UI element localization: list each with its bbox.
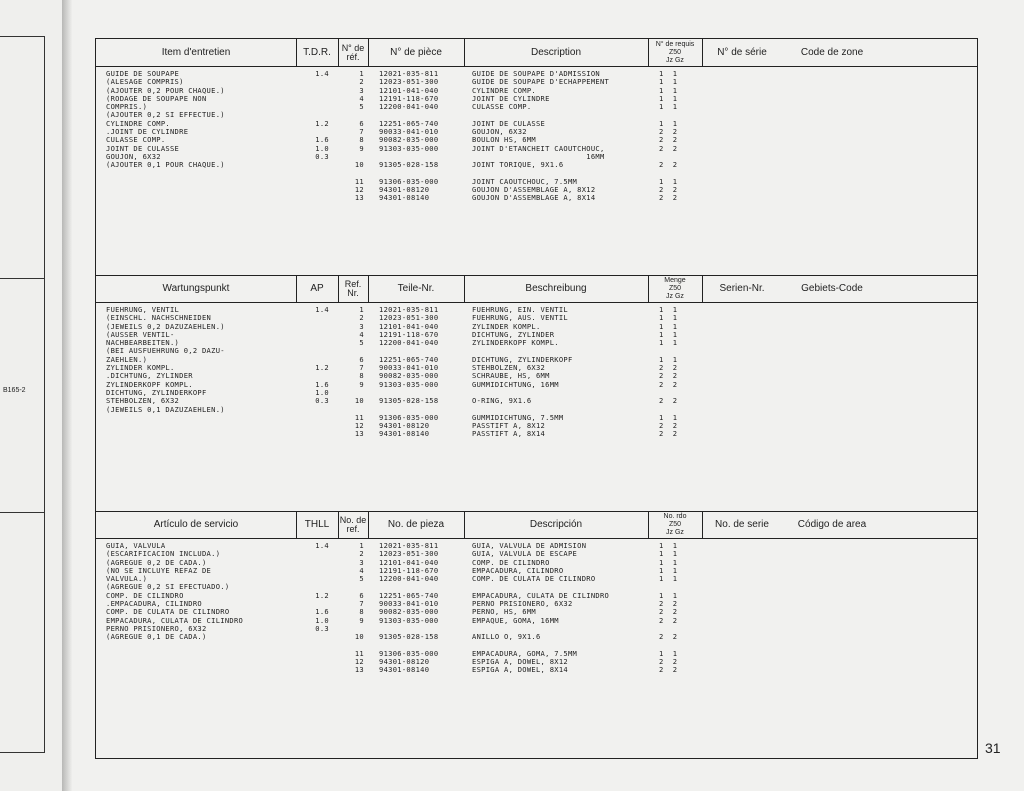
- header-description: [464, 39, 648, 66]
- header-ref-no: [338, 39, 368, 66]
- section-3: [96, 511, 977, 760]
- header-text: Descripción: [529, 519, 583, 530]
- header-description: [464, 511, 648, 538]
- header-text: N° de série: [717, 47, 767, 58]
- table-header-row: [96, 39, 977, 67]
- left-page-divider: [0, 278, 44, 279]
- left-page-divider: [0, 512, 44, 513]
- header-serial-no: [702, 39, 782, 66]
- left-page-code: B165-2: [3, 387, 26, 394]
- header-part-no: [368, 275, 464, 302]
- page-number: 31: [985, 740, 1001, 756]
- quantities-list: 1 1 1 1 1 1 1 1 1 1 1 1 2 2 2 2 2 2 2 2 1 1 2 2 2 2: [659, 541, 678, 675]
- header-text: Jz Gz: [666, 56, 684, 64]
- header-text: Beschreibung: [525, 283, 587, 294]
- part-numbers-list: 12021-035-811 12023-051-300 12101-041-040 12191-118-670 12200-041-040 12251-065-740 90033-041-010 90082-035-000 91303-035-000 91305-028-158 91306-035-000 94301-08120 94301-08140: [379, 305, 439, 439]
- header-zone-code: [782, 511, 882, 538]
- header-quantity: [648, 511, 702, 538]
- header-text: No. de serie: [715, 519, 769, 530]
- table-header-row: [96, 511, 977, 539]
- header-text: Nr.: [347, 287, 359, 298]
- part-numbers-list: 12021-035-811 12023-051-300 12101-041-040 12191-118-670 12200-041-040 12251-065-740 90033-041-010 90082-035-000 91303-035-000 91305-028-158 91306-035-000 94301-08120 94301-08140: [379, 541, 439, 675]
- descriptions-list: GUIA, VALVULA DE ADMISION GUIA, VALVULA DE ESCAPE COMP. DE CILINDRO EMPACADURA, CILINDRO COMP. DE CULATA DE CILINDRO EMPACADURA, CULATA DE CILINDRO PERNO PRISIONERO, 6X32 PERNO, HS, 6MM EMPAQUE, GOMA, 16MM ANILLO O, 9X1.6 EMPACADURA, GOMA, 7.5MM ESPIGA A, DOWEL, 8X12 ESPIGA A, DOWEL, 8X14: [472, 541, 610, 675]
- table-header-row: [96, 275, 977, 303]
- header-labor-time: [296, 275, 338, 302]
- service-items-list: GUIA, VALVULA (ESCARIFICACION INCLUDA.) (AGREGUE 0,2 DE CADA.) (NO SE INCLUYE REFAZ DE VALVULA.) (AGREGUE 0,2 SI EFECTUADO.) COMP. DE CILINDRO .EMPACADURA, CILINDRO COMP. DE CULATA DE CILINDRO EMPACADURA, CULATA DE CILINDRO PERNO PRISIONERO, 6X32 (AGREGUE 0,1 DE CADA.): [106, 541, 244, 642]
- header-ref-no: [338, 511, 368, 538]
- page-fold: [62, 0, 72, 791]
- header-text: Item d'entretien: [161, 47, 231, 58]
- header-text: Jz Gz: [666, 528, 684, 536]
- header-text: N° de requis: [655, 40, 695, 48]
- header-item: [96, 39, 296, 66]
- quantities-list: 1 1 1 1 1 1 1 1 1 1 1 1 2 2 2 2 2 2 2 2 1 1 2 2 2 2: [659, 305, 678, 439]
- header-item: [96, 511, 296, 538]
- header-quantity: [648, 275, 702, 302]
- section-2: [96, 275, 977, 511]
- header-text: Z50: [668, 284, 682, 292]
- service-items-list: GUIDE DE SOUPAPE (ALESAGE COMPRIS) (AJOUTER 0,2 POUR CHAQUE.) (RODAGE DE SOUPAPE NON COMPRIS.) (AJOUTER 0,2 SI EFFECTUE.) CYLINDRE COMP. .JOINT DE CYLINDRE CULASSE COMP. JOINT DE CULASSE GOUJON, 6X32 (AJOUTER 0,1 POUR CHAQUE.): [106, 69, 225, 170]
- descriptions-list: GUIDE DE SOUPAPE D'ADMISSION GUIDE DE SOUPAPE D'ECHAPPEMENT CYLINDRE COMP. JOINT DE CYLINDRE CULASSE COMP. JOINT DE CULASSE GOUJON, 6X32 BOULON HS, 6MM JOINT D'ETANCHEIT CAOUTCHOUC, 16MM JOINT TORIQUE, 9X1.6 JOINT CAOUTCHOUC, 7.5MM GOUJON D'ASSEMBLAGE A, 8X12 GOUJON D'ASSEMBLAGE A, 8X14: [472, 69, 610, 203]
- service-items-list: FUEHRUNG, VENTIL (EINSCHL. NACHSCHNEIDEN (JEWEILS 0,2 DAZUZAEHLEN.) (AUSSER VENTIL- NACHBEARBEITEN.) (BEI AUSFUEHRUNG 0,2 DAZU- ZAEHLEN.) ZYLINDER KOMPL. .DICHTUNG, ZYLINDER ZYLINDERKOPF KOMPL. DICHTUNG, ZYLINDERKOPF STEHBOLZEN, 6X32 (JEWEILS 0,1 DAZUZAEHLEN.): [106, 305, 225, 414]
- header-text: Description: [530, 47, 582, 58]
- header-text: No. de pieza: [387, 519, 445, 530]
- ref-numbers-list: 1 2 3 4 5 6 7 8 9 10 11 12 13: [354, 305, 364, 439]
- header-serial-no: [702, 275, 782, 302]
- labor-times-list: 1.4 1.2 1.6 1.0 0.3: [315, 541, 329, 633]
- labor-times-list: 1.4 1.2 1.6 1.0 0.3: [315, 69, 329, 161]
- header-text: Ref.: [344, 278, 362, 289]
- quantities-list: 1 1 1 1 1 1 1 1 1 1 1 1 2 2 2 2 2 2 2 2 1 1 2 2 2 2: [659, 69, 678, 203]
- header-part-no: [368, 39, 464, 66]
- header-item: [96, 275, 296, 302]
- labor-times-list: 1.4 1.2 1.6 1.0 0.3: [315, 305, 329, 406]
- header-labor-time: [296, 511, 338, 538]
- header-text: Gebiets-Code: [801, 283, 863, 294]
- header-text: Code de zone: [800, 47, 864, 58]
- header-text: Artículo de servicio: [153, 519, 239, 530]
- section-1: [96, 39, 977, 275]
- left-page-frame: [0, 36, 45, 753]
- header-description: [464, 275, 648, 302]
- header-text: Z50: [668, 520, 682, 528]
- ref-numbers-list: 1 2 3 4 5 6 7 8 9 10 11 12 13: [354, 69, 364, 203]
- header-text: Código de area: [797, 519, 867, 530]
- header-serial-no: [702, 511, 782, 538]
- header-quantity: [648, 39, 702, 66]
- ref-numbers-list: 1 2 3 4 5 6 7 8 9 10 11 12 13: [354, 541, 364, 675]
- header-text: THLL: [304, 519, 330, 530]
- header-text: réf.: [346, 51, 360, 62]
- header-labor-time: [296, 39, 338, 66]
- header-text: No. de: [339, 514, 367, 525]
- header-text: T.D.R.: [303, 47, 331, 58]
- header-text: Wartungspunkt: [162, 283, 230, 294]
- header-text: AP: [310, 283, 324, 294]
- header-text: Serien-Nr.: [719, 283, 765, 294]
- header-text: N° de pièce: [390, 47, 442, 58]
- parts-table-frame: [95, 38, 978, 759]
- descriptions-list: FUEHRUNG, EIN. VENTIL FUEHRUNG, AUS. VENTIL ZYLINDER KOMPL. DICHTUNG, ZYLINDER ZYLINDERKOPF KOMPL. DICHTUNG, ZYLINDERKOPF STEHBOLZEN, 6X32 SCHRAUBE, HS, 6MM GUMMIDICHTUNG, 16MM O-RING, 9X1.6 GUMMIDICHTUNG, 7.5MM PASSTIFT A, 8X12 PASSTIFT A, 8X14: [472, 305, 573, 439]
- header-text: N° de: [341, 42, 365, 53]
- header-zone-code: [782, 39, 882, 66]
- header-zone-code: [782, 275, 882, 302]
- part-numbers-list: 12021-035-811 12023-051-300 12101-041-040 12191-118-670 12200-041-040 12251-065-740 90033-041-010 90082-035-000 91303-035-000 91305-028-158 91306-035-000 94301-08120 94301-08140: [379, 69, 439, 203]
- header-text: No. rdo: [663, 512, 687, 520]
- header-text: Menge: [664, 276, 686, 284]
- header-text: Teile-Nr.: [397, 283, 435, 294]
- header-part-no: [368, 511, 464, 538]
- header-text: Jz Gz: [666, 292, 684, 300]
- header-text: ref.: [346, 523, 360, 534]
- left-page-edge: [0, 0, 63, 791]
- header-text: Z50: [668, 48, 682, 56]
- header-ref-no: [338, 275, 368, 302]
